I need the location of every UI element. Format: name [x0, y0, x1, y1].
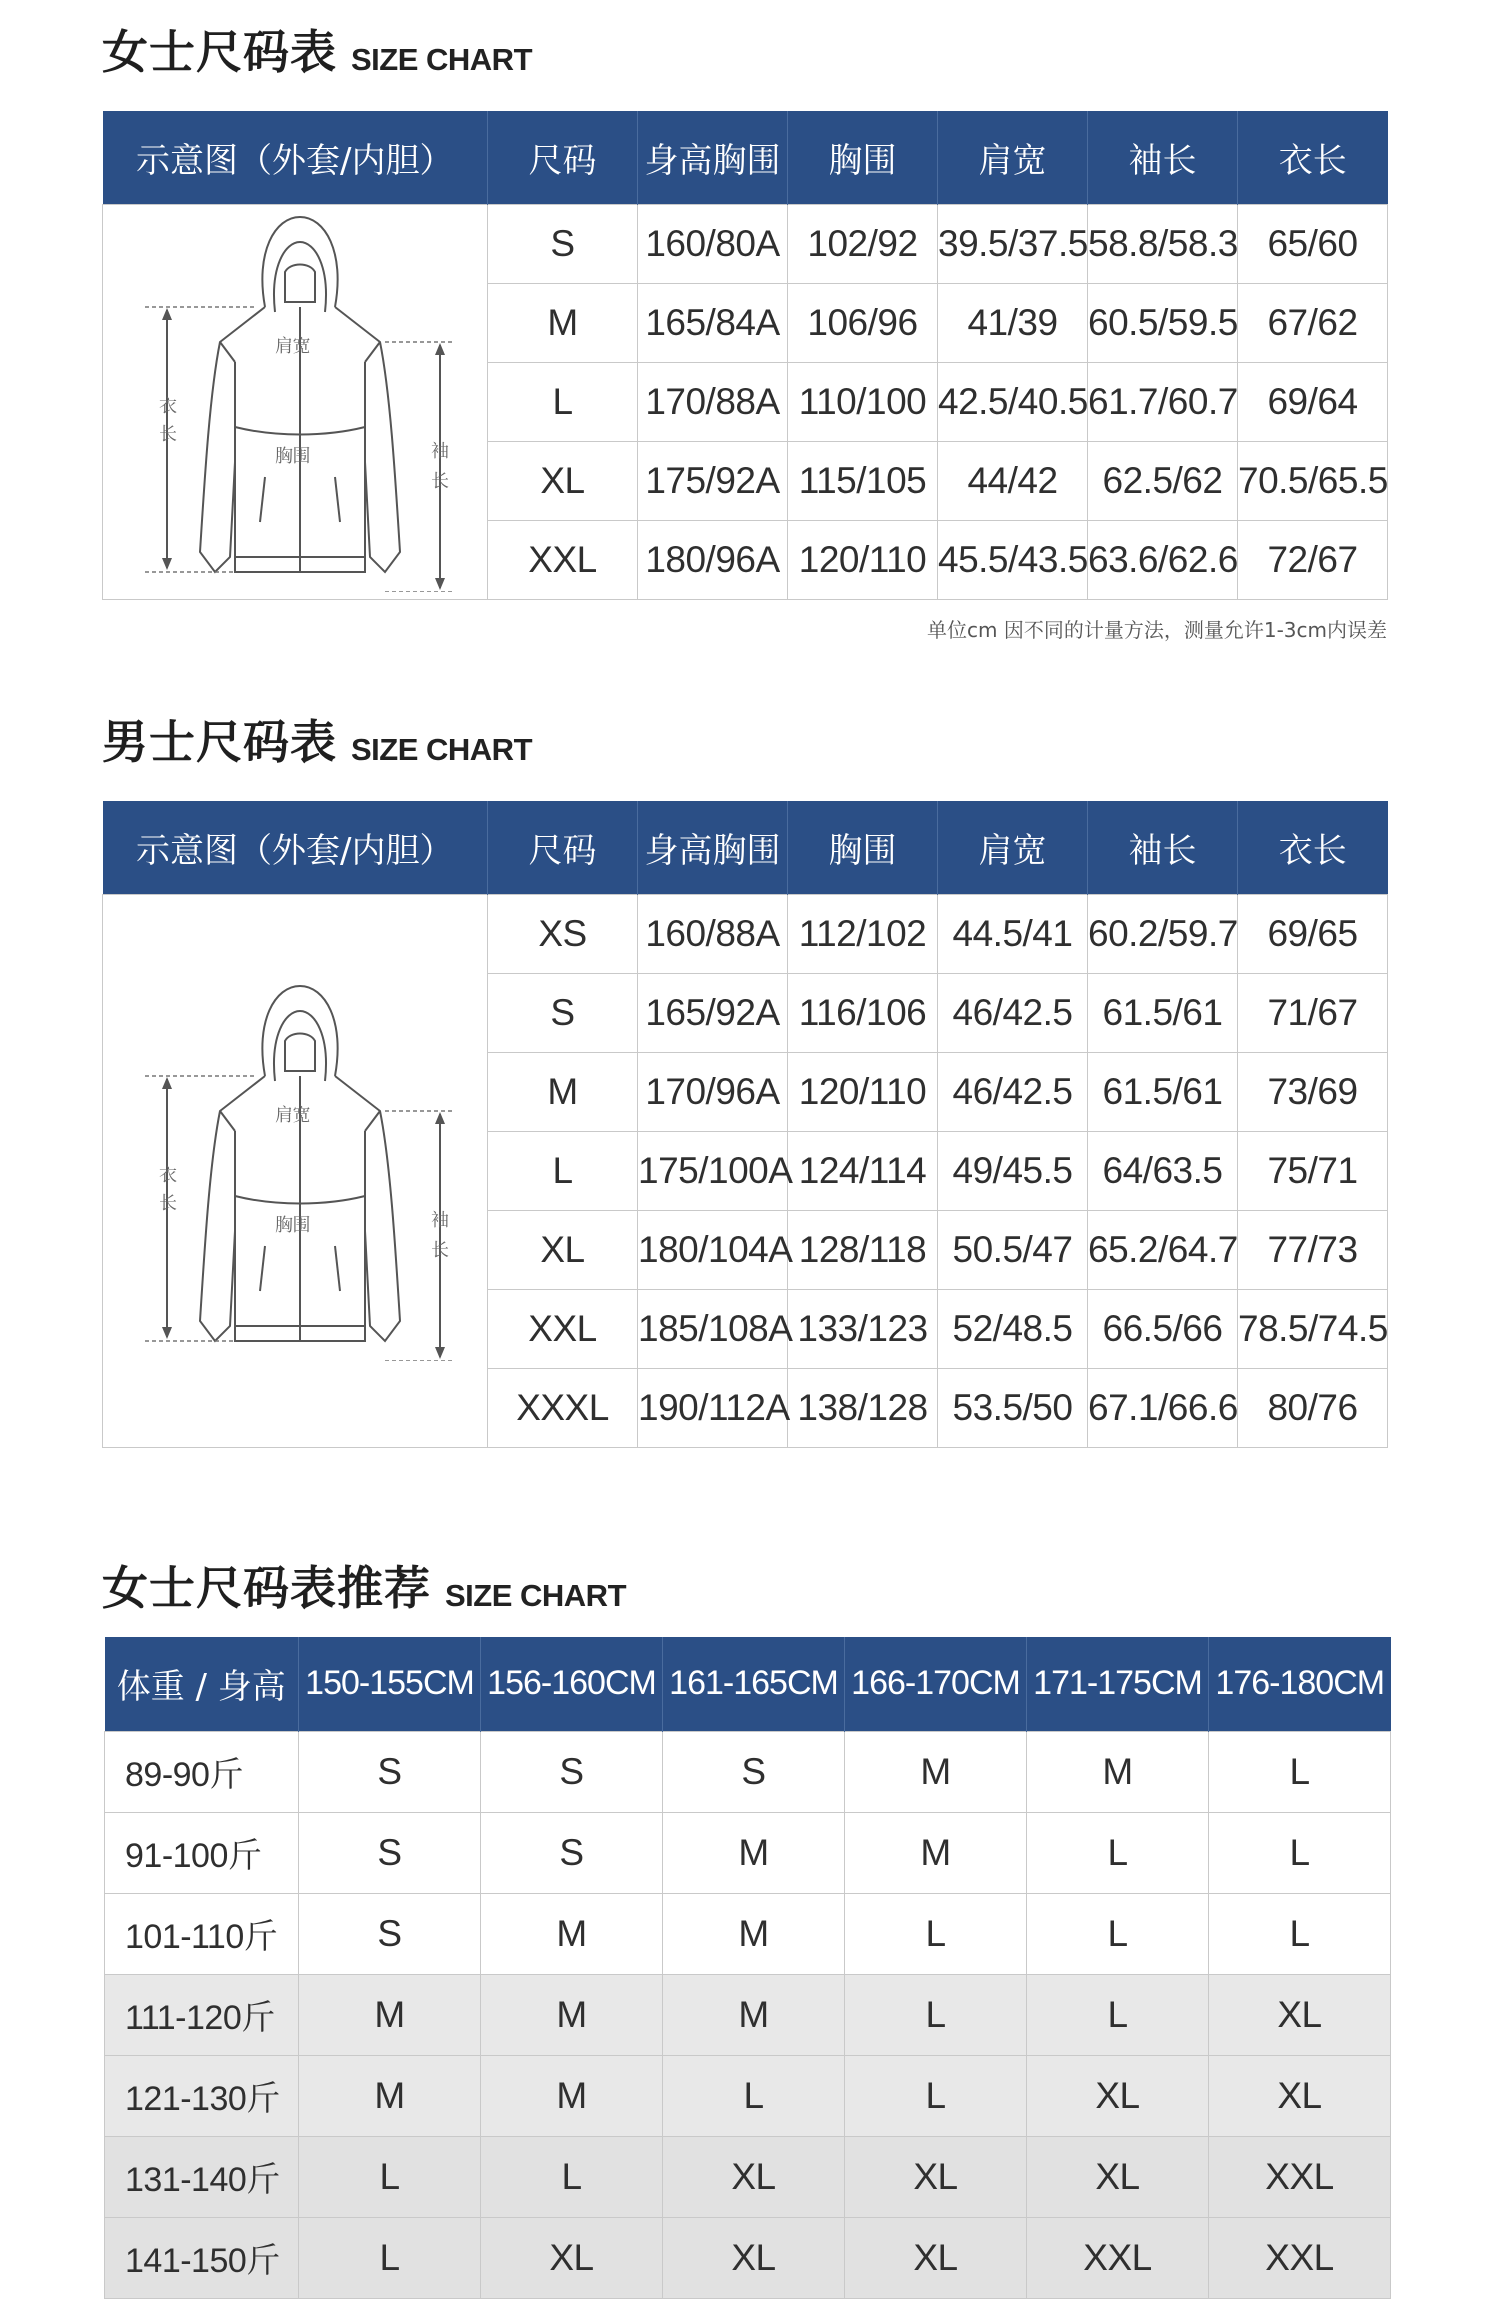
- table-cell: M: [663, 1974, 845, 2055]
- table-cell: L: [845, 1974, 1027, 2055]
- table-cell: XXL: [488, 520, 638, 599]
- weight-label: 91-100斤: [105, 1812, 299, 1893]
- jacket-outline-icon: [125, 981, 465, 1361]
- svg-text:袖: 袖: [431, 440, 449, 462]
- table-cell: 53.5/50: [938, 1368, 1088, 1447]
- table-cell: XL: [663, 2217, 845, 2298]
- table-cell: 175/92A: [638, 441, 788, 520]
- table-cell: 72/67: [1238, 520, 1388, 599]
- table-cell: 64/63.5: [1088, 1131, 1238, 1210]
- table-cell: 52/48.5: [938, 1289, 1088, 1368]
- table-cell: 46/42.5: [938, 973, 1088, 1052]
- table-cell: S: [299, 1731, 481, 1812]
- table-cell: 67.1/66.6: [1088, 1368, 1238, 1447]
- table-cell: XL: [845, 2136, 1027, 2217]
- table-cell: M: [663, 1893, 845, 1974]
- table-cell: 133/123: [788, 1289, 938, 1368]
- weight-label: 101-110斤: [105, 1893, 299, 1974]
- women-title-en: SIZE CHART: [351, 42, 532, 77]
- table-cell: XXL: [1209, 2136, 1391, 2217]
- header-length: 衣长: [1238, 111, 1388, 204]
- men-title-cn: 男士尺码表: [102, 715, 337, 769]
- table-cell: 110/100: [788, 362, 938, 441]
- table-cell: 190/112A: [638, 1368, 788, 1447]
- table-cell: 71/67: [1238, 973, 1388, 1052]
- table-row: [105, 2217, 1391, 2298]
- table-cell: 66.5/66: [1088, 1289, 1238, 1368]
- table-cell: L: [299, 2217, 481, 2298]
- table-cell: L: [845, 2055, 1027, 2136]
- table-cell: 120/110: [788, 1052, 938, 1131]
- table-cell: 180/96A: [638, 520, 788, 599]
- table-row: [105, 1731, 1391, 1812]
- table-cell: XXL: [1209, 2217, 1391, 2298]
- men-section-title: [102, 702, 532, 772]
- svg-text:长: 长: [431, 1239, 449, 1261]
- table-cell: XL: [1209, 2055, 1391, 2136]
- table-cell: S: [488, 204, 638, 283]
- men-title-en: SIZE CHART: [351, 732, 532, 767]
- header-height-chest: 身高胸围: [638, 801, 788, 894]
- jacket-diagram: [103, 894, 488, 1447]
- header-height-range: 166-170CM: [845, 1637, 1027, 1731]
- table-cell: XL: [663, 2136, 845, 2217]
- table-cell: 170/88A: [638, 362, 788, 441]
- table-cell: S: [299, 1893, 481, 1974]
- header-height-range: 156-160CM: [481, 1637, 663, 1731]
- svg-text:衣: 衣: [159, 1164, 177, 1186]
- table-cell: 138/128: [788, 1368, 938, 1447]
- table-cell: 67/62: [1238, 283, 1388, 362]
- table-cell: 65/60: [1238, 204, 1388, 283]
- table-cell: 73/69: [1238, 1052, 1388, 1131]
- svg-text:袖: 袖: [431, 1209, 449, 1231]
- table-cell: M: [481, 1974, 663, 2055]
- table-cell: XXXL: [488, 1368, 638, 1447]
- table-cell: 160/88A: [638, 894, 788, 973]
- weight-label: 89-90斤: [105, 1731, 299, 1812]
- men-header-row: [103, 801, 1388, 894]
- table-cell: 80/76: [1238, 1368, 1388, 1447]
- svg-text:长: 长: [431, 470, 449, 492]
- table-cell: 65.2/64.7: [1088, 1210, 1238, 1289]
- table-cell: L: [481, 2136, 663, 2217]
- table-cell: 44/42: [938, 441, 1088, 520]
- table-cell: 180/104A: [638, 1210, 788, 1289]
- header-weight-height: 体重 / 身高: [105, 1637, 299, 1731]
- table-row: [105, 1812, 1391, 1893]
- header-height-chest: 身高胸围: [638, 111, 788, 204]
- women-size-table: [102, 111, 1388, 600]
- table-cell: S: [488, 973, 638, 1052]
- table-cell: 69/65: [1238, 894, 1388, 973]
- svg-text:肩宽: 肩宽: [275, 335, 310, 357]
- table-cell: 116/106: [788, 973, 938, 1052]
- table-cell: XXL: [488, 1289, 638, 1368]
- table-cell: 115/105: [788, 441, 938, 520]
- table-row: [103, 894, 1388, 973]
- table-cell: L: [1209, 1893, 1391, 1974]
- table-cell: M: [845, 1731, 1027, 1812]
- header-shoulder: 肩宽: [938, 111, 1088, 204]
- table-cell: 75/71: [1238, 1131, 1388, 1210]
- table-cell: 165/92A: [638, 973, 788, 1052]
- table-cell: XL: [1027, 2055, 1209, 2136]
- table-cell: L: [845, 1893, 1027, 1974]
- table-cell: M: [481, 1893, 663, 1974]
- svg-text:胸围: 胸围: [275, 1214, 310, 1236]
- svg-text:长: 长: [159, 1192, 177, 1214]
- diagram-length-label-2: 长: [159, 423, 177, 445]
- men-size-table: [102, 801, 1388, 1448]
- jacket-diagram: [103, 204, 488, 599]
- table-cell: S: [481, 1731, 663, 1812]
- weight-label: 121-130斤: [105, 2055, 299, 2136]
- table-cell: 58.8/58.3: [1088, 204, 1238, 283]
- table-cell: L: [1209, 1731, 1391, 1812]
- svg-text:肩宽: 肩宽: [275, 1104, 310, 1126]
- table-cell: 45.5/43.5: [938, 520, 1088, 599]
- measurement-note: 单位cm 因不同的计量方法，测量允许1-3cm内误差: [927, 618, 1387, 642]
- weight-label: 141-150斤: [105, 2217, 299, 2298]
- header-chest: 胸围: [788, 111, 938, 204]
- table-cell: 70.5/65.5: [1238, 441, 1388, 520]
- table-cell: S: [663, 1731, 845, 1812]
- table-row: [103, 204, 1388, 283]
- table-cell: 63.6/62.6: [1088, 520, 1238, 599]
- table-cell: M: [488, 1052, 638, 1131]
- weight-label: 111-120斤: [105, 1974, 299, 2055]
- table-cell: M: [845, 1812, 1027, 1893]
- women-title-cn: 女士尺码表: [102, 25, 337, 79]
- table-cell: XL: [1027, 2136, 1209, 2217]
- table-cell: M: [1027, 1731, 1209, 1812]
- recommend-section-title: [102, 1548, 626, 1618]
- table-cell: M: [481, 2055, 663, 2136]
- recommend-title-cn: 女士尺码表推荐: [102, 1561, 431, 1615]
- table-cell: XS: [488, 894, 638, 973]
- jacket-outline-icon: [125, 212, 465, 592]
- table-cell: 60.5/59.5: [1088, 283, 1238, 362]
- table-cell: 185/108A: [638, 1289, 788, 1368]
- table-cell: 60.2/59.7: [1088, 894, 1238, 973]
- header-size: 尺码: [488, 111, 638, 204]
- table-cell: 78.5/74.5: [1238, 1289, 1388, 1368]
- table-cell: 61.5/61: [1088, 1052, 1238, 1131]
- table-cell: L: [488, 1131, 638, 1210]
- header-sleeve: 袖长: [1088, 801, 1238, 894]
- table-cell: 120/110: [788, 520, 938, 599]
- table-cell: M: [488, 283, 638, 362]
- table-cell: L: [1027, 1812, 1209, 1893]
- table-cell: XL: [488, 1210, 638, 1289]
- women-section-title: [102, 12, 532, 82]
- table-cell: 77/73: [1238, 1210, 1388, 1289]
- table-cell: 102/92: [788, 204, 938, 283]
- women-header-row: [103, 111, 1388, 204]
- table-cell: XL: [481, 2217, 663, 2298]
- table-cell: 160/80A: [638, 204, 788, 283]
- table-cell: S: [481, 1812, 663, 1893]
- table-cell: 62.5/62: [1088, 441, 1238, 520]
- table-cell: L: [1027, 1974, 1209, 2055]
- header-chest: 胸围: [788, 801, 938, 894]
- header-length: 衣长: [1238, 801, 1388, 894]
- table-cell: 128/118: [788, 1210, 938, 1289]
- weight-label: 131-140斤: [105, 2136, 299, 2217]
- table-row: [105, 1974, 1391, 2055]
- header-size: 尺码: [488, 801, 638, 894]
- table-row: [105, 1893, 1391, 1974]
- recommend-header-row: [105, 1637, 1391, 1731]
- table-row: [105, 2136, 1391, 2217]
- header-sleeve: 袖长: [1088, 111, 1238, 204]
- recommend-title-en: SIZE CHART: [445, 1578, 626, 1613]
- table-cell: XL: [1209, 1974, 1391, 2055]
- table-cell: 39.5/37.5: [938, 204, 1088, 283]
- header-height-range: 171-175CM: [1027, 1637, 1209, 1731]
- table-cell: 49/45.5: [938, 1131, 1088, 1210]
- table-cell: XL: [488, 441, 638, 520]
- header-height-range: 150-155CM: [299, 1637, 481, 1731]
- header-height-range: 161-165CM: [663, 1637, 845, 1731]
- table-cell: 165/84A: [638, 283, 788, 362]
- table-cell: 175/100A: [638, 1131, 788, 1210]
- header-shoulder: 肩宽: [938, 801, 1088, 894]
- table-cell: L: [663, 2055, 845, 2136]
- table-cell: 112/102: [788, 894, 938, 973]
- table-cell: 170/96A: [638, 1052, 788, 1131]
- table-cell: XL: [845, 2217, 1027, 2298]
- table-cell: L: [299, 2136, 481, 2217]
- table-cell: 42.5/40.5: [938, 362, 1088, 441]
- table-cell: 44.5/41: [938, 894, 1088, 973]
- table-cell: M: [299, 1974, 481, 2055]
- table-cell: L: [1027, 1893, 1209, 1974]
- table-cell: M: [299, 2055, 481, 2136]
- table-cell: L: [1209, 1812, 1391, 1893]
- diagram-length-label-1: 衣: [159, 395, 177, 417]
- header-diagram: 示意图（外套/内胆）: [103, 111, 488, 204]
- recommend-size-table: [104, 1637, 1391, 2299]
- table-cell: 41/39: [938, 283, 1088, 362]
- table-cell: 61.7/60.7: [1088, 362, 1238, 441]
- table-cell: 61.5/61: [1088, 973, 1238, 1052]
- table-cell: 124/114: [788, 1131, 938, 1210]
- table-cell: 106/96: [788, 283, 938, 362]
- table-cell: S: [299, 1812, 481, 1893]
- table-cell: L: [488, 362, 638, 441]
- table-cell: 50.5/47: [938, 1210, 1088, 1289]
- header-diagram: 示意图（外套/内胆）: [103, 801, 488, 894]
- table-cell: 69/64: [1238, 362, 1388, 441]
- header-height-range: 176-180CM: [1209, 1637, 1391, 1731]
- table-cell: 46/42.5: [938, 1052, 1088, 1131]
- table-cell: M: [663, 1812, 845, 1893]
- svg-text:胸围: 胸围: [275, 445, 310, 467]
- table-cell: XXL: [1027, 2217, 1209, 2298]
- table-row: [105, 2055, 1391, 2136]
